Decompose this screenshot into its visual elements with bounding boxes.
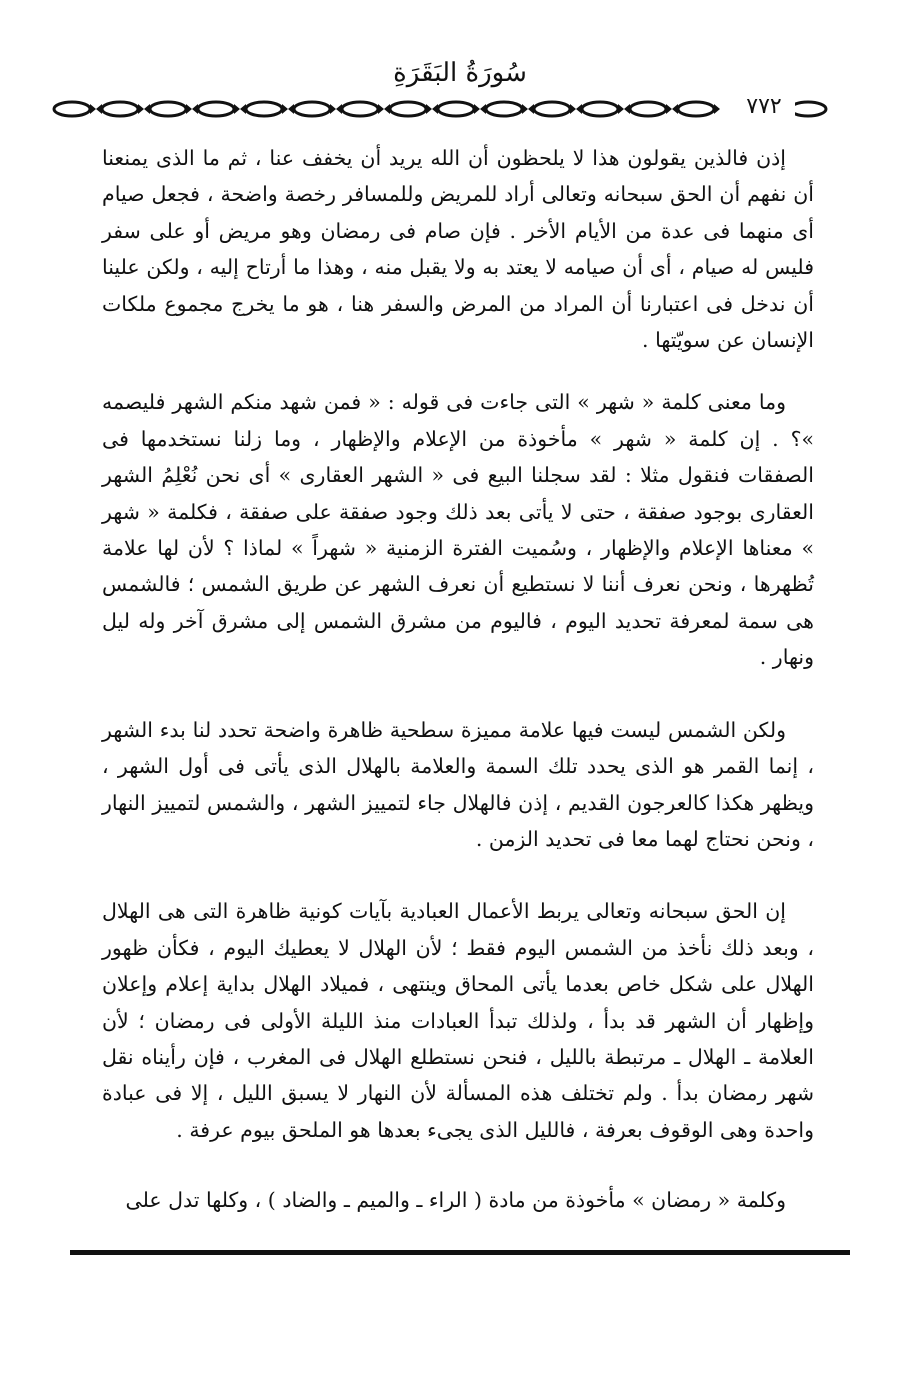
- paragraph-5: وكلمة « رمضان » مأخوذة من مادة ( الراء ـ والميم ـ والضاد ) ، وكلها تدل على: [125, 1188, 786, 1213]
- ornamental-header-rule: [50, 96, 830, 122]
- paragraph-4: إن الحق سبحانه وتعالى يربط الأعمال العبادية بآيات كونية ظاهرة التى هى الهلال ، وبعد ذلك نأخذ من الشمس اليوم فقط ؛ لأن الهلال لا يعطيك اليوم ، فكأن ظهور الهلال على شكل خاص بعدما يأتى المحاق وينتهى ، فميلاد الهلال بداية إعلام وإعلان وإظهار أن الشهر قد بدأ ، ولذلك تبدأ العبادات منذ الليلة الأولى فى رمضان ؛ لأن العلامة ـ الهلال ـ مرتبطة بالليل ، فنحن نستطلع الهلال فى المغرب ، فإن رأيناه نقل شهر رمضان بدأ . ولم تختلف هذه المسألة لأن النهار لا يسبق الليل ، إلا فى عبادة واحدة وهى الوقوف بعرفة ، فالليل الذى يجىء بعدها هو الملحق بيوم عرفة .: [102, 899, 814, 1142]
- body-text: [102, 140, 814, 1219]
- paragraph-2: وما معنى كلمة « شهر » التى جاءت فى قوله : « فمن شهد منكم الشهر فليصمه »؟ . إن كلمة « شهر » مأخوذة من الإعلام والإظهار ، وما زلنا نستخدمها فى الصفقات فنقول مثلا : لقد سجلنا البيع فى « الشهر العقارى » أى نحن نُعْلِمُ الشهر العقارى بوجود صفقة ، حتى لا يأتى بعد ذلك وجود صفقة على صفقة ، فكلمة « شهر » معناها الإعلام والإظهار ، وسُميت الفترة الزمنية « شهراً » لماذا ؟ لأن لها علامة تُظهرها ، ونحن نعرف أننا لا نستطيع أن نعرف الشهر عن طريق الشمس ؛ فالشمس هى سمة لمعرفة تحديد اليوم ، فاليوم من مشرق الشمس إلى مشرق آخر وله ليل ونهار .: [102, 390, 814, 670]
- paragraph-1: إذن فالذين يقولون هذا لا يلحظون أن الله يريد أن يخفف عنا ، ثم ما الذى يمنعنا أن نفهم أن الحق سبحانه وتعالى أراد للمريض وللمسافر رخصة واضحة ، فجعل صيام أى منهما فى عدة من الأيام الأخر . فإن صام فى رمضان وهو مريض أو على سفر فليس له صيام ، أى أن صيامه لا يعتد به ولا يقبل منه ، وهذا ما أرتاح إليه ، ولكن علينا أن ندخل فى اعتبارنا أن المراد من المرض والسفر هنا ، هو ما يخرج مجموع ملكات الإنسان عن سويّتها .: [102, 146, 814, 353]
- footer-rule: [70, 1250, 850, 1255]
- surah-title: سُورَةُ البَقَرَةِ: [393, 58, 527, 88]
- page-number: ٧٧٢: [733, 94, 795, 119]
- paragraph-3: ولكن الشمس ليست فيها علامة مميزة سطحية ظاهرة واضحة تحدد لنا بدء الشهر ، إنما القمر هو الذى يحدد تلك السمة والعلامة بالهلال الذى يأتى فى أول الشهر ، ويظهر هكذا كالعرجون القديم ، إذن فالهلال جاء لتمييز الشهر ، والشمس لتمييز النهار ، ونحن نحتاج لهما معا فى تحديد الزمن .: [102, 717, 814, 851]
